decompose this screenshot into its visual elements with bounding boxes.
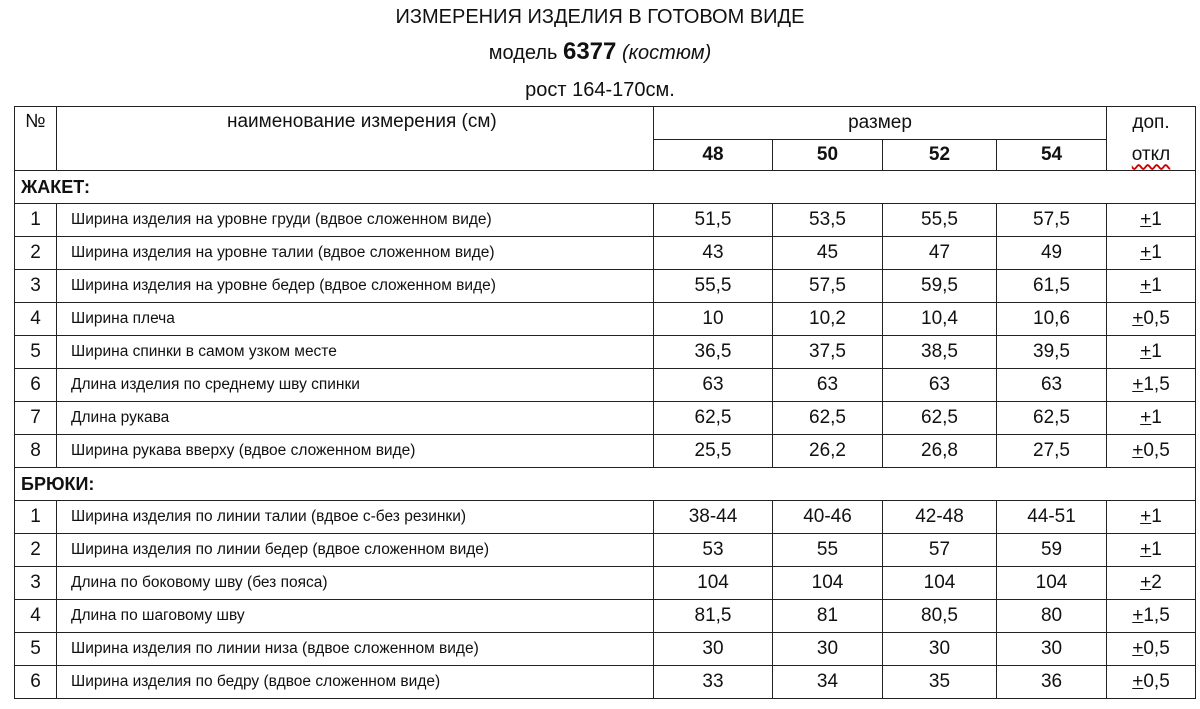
tolerance-cell [1107,237,1196,270]
measurement-value: 42-48 [883,501,997,534]
row-number: 6 [15,666,57,699]
measurement-value: 63 [883,369,997,402]
tolerance-value: 0,5 [1143,440,1170,461]
measurement-value: 47 [883,237,997,270]
measurement-value: 30 [997,633,1107,666]
tolerance-cell [1107,600,1196,633]
row-number: 2 [15,237,57,270]
col-size-header: размер [654,107,1107,140]
tolerance-value: 1 [1151,341,1162,362]
col-number-header: № [15,107,57,171]
model-note: (костюм) [621,42,712,64]
measurement-value: 34 [773,666,883,699]
measurement-value: 26,8 [883,435,997,468]
table-row [15,369,1196,402]
table-row [15,666,1196,699]
tolerance-value: 2 [1151,572,1162,593]
tolerance-sign: + [1132,638,1144,659]
table-row [15,303,1196,336]
row-number: 4 [15,303,57,336]
tolerance-sign: + [1132,374,1144,395]
measurement-value: 59,5 [883,270,997,303]
measurement-value: 62,5 [883,402,997,435]
table-row [15,402,1196,435]
measurement-name: Ширина изделия на уровне бедер (вдвое сложенном виде) [57,270,654,303]
tolerance-sign: + [1140,506,1152,527]
height-range: рост 164-170см. [525,79,675,101]
measurement-name: Длина рукава [57,402,654,435]
measurement-value: 49 [997,237,1107,270]
measurement-value: 45 [773,237,883,270]
tolerance-value: 1 [1151,275,1162,296]
measurement-value: 25,5 [654,435,773,468]
measurement-value: 36,5 [654,336,773,369]
measurement-value: 104 [654,567,773,600]
measurement-value: 10,6 [997,303,1107,336]
measurement-value: 81 [773,600,883,633]
size-header: 50 [773,140,883,171]
table-header-row [15,107,1196,140]
measurement-value: 38-44 [654,501,773,534]
section-title: БРЮКИ: [15,468,1196,501]
row-number: 2 [15,534,57,567]
row-number: 8 [15,435,57,468]
tolerance-cell [1107,336,1196,369]
tolerance-sign: + [1132,440,1144,461]
measurement-value: 61,5 [997,270,1107,303]
measurement-value: 59 [997,534,1107,567]
measurement-name: Ширина изделия на уровне талии (вдвое сложенном виде) [57,237,654,270]
table-row [15,633,1196,666]
tolerance-cell [1107,402,1196,435]
measurement-name: Ширина спинки в самом узком месте [57,336,654,369]
measurement-value: 27,5 [997,435,1107,468]
table-row [15,534,1196,567]
measurement-value: 43 [654,237,773,270]
document-title: ИЗМЕРЕНИЯ ИЗДЕЛИЯ В ГОТОВОМ ВИДЕ [395,6,805,28]
tolerance-sign: + [1140,242,1152,263]
tolerance-value: 0,5 [1143,638,1170,659]
measurement-value: 38,5 [883,336,997,369]
tolerance-value: 1 [1151,506,1162,527]
measurement-value: 36 [997,666,1107,699]
row-number: 1 [15,204,57,237]
measurement-value: 26,2 [773,435,883,468]
measurement-value: 44-51 [997,501,1107,534]
model-line [0,38,1200,66]
row-number: 5 [15,633,57,666]
measurement-value: 80 [997,600,1107,633]
row-number: 3 [15,270,57,303]
measurement-value: 30 [773,633,883,666]
measurement-value: 57,5 [997,204,1107,237]
tolerance-value: 0,5 [1143,308,1170,329]
section-header-row [15,468,1196,501]
row-number: 3 [15,567,57,600]
measurement-value: 63 [997,369,1107,402]
measurement-value: 104 [997,567,1107,600]
measurement-name: Ширина рукава вверху (вдвое сложенном виде) [57,435,654,468]
measurement-value: 10,2 [773,303,883,336]
measurement-value: 55,5 [883,204,997,237]
tolerance-cell [1107,666,1196,699]
tolerance-cell [1107,369,1196,402]
col-tolerance-header: доп. [1107,107,1196,140]
row-number: 4 [15,600,57,633]
tolerance-cell [1107,501,1196,534]
measurement-value: 51,5 [654,204,773,237]
measurement-value: 81,5 [654,600,773,633]
table-row [15,567,1196,600]
measurement-value: 40-46 [773,501,883,534]
tolerance-sign: + [1132,671,1144,692]
measurement-value: 57 [883,534,997,567]
table-row [15,435,1196,468]
measurement-name: Ширина изделия по линии бедер (вдвое сложенном виде) [57,534,654,567]
measurement-value: 62,5 [997,402,1107,435]
tolerance-sign: + [1140,209,1152,230]
tolerance-cell [1107,303,1196,336]
measurement-value: 35 [883,666,997,699]
table-row [15,237,1196,270]
size-header: 48 [654,140,773,171]
tolerance-cell [1107,633,1196,666]
tolerance-value: 1 [1151,209,1162,230]
measurement-value: 10,4 [883,303,997,336]
measurement-value: 55 [773,534,883,567]
tolerance-cell [1107,270,1196,303]
measurement-name: Ширина изделия на уровне груди (вдвое сложенном виде) [57,204,654,237]
measurement-value: 39,5 [997,336,1107,369]
tolerance-cell [1107,204,1196,237]
tolerance-cell [1107,435,1196,468]
tolerance-value: 1,5 [1143,605,1170,626]
tolerance-sign: + [1132,308,1144,329]
measurement-name: Ширина изделия по линии низа (вдвое сложенном виде) [57,633,654,666]
measurement-value: 53,5 [773,204,883,237]
tolerance-sign: + [1132,605,1144,626]
tolerance-sign: + [1140,275,1152,296]
measurement-value: 63 [654,369,773,402]
table-row [15,600,1196,633]
tolerance-value: 1,5 [1143,374,1170,395]
tolerance-value: 1 [1151,242,1162,263]
measurement-name: Ширина изделия по линии талии (вдвое с-без резинки) [57,501,654,534]
measurement-value: 80,5 [883,600,997,633]
tolerance-cell [1107,534,1196,567]
measurement-name: Ширина плеча [57,303,654,336]
measurement-value: 53 [654,534,773,567]
measurement-value: 104 [883,567,997,600]
table-row [15,270,1196,303]
row-number: 5 [15,336,57,369]
tolerance-cell [1107,567,1196,600]
measurement-value: 30 [654,633,773,666]
tolerance-value: 1 [1151,539,1162,560]
measurement-value: 10 [654,303,773,336]
measurement-value: 57,5 [773,270,883,303]
measurement-value: 55,5 [654,270,773,303]
measurement-name: Длина изделия по среднему шву спинки [57,369,654,402]
tolerance-value: 1 [1151,407,1162,428]
model-prefix: модель [488,42,558,64]
measurement-name: Длина по боковому шву (без пояса) [57,567,654,600]
measurement-name: Длина по шаговому шву [57,600,654,633]
tolerance-sign: + [1140,572,1152,593]
col-name-header: наименование измерения (см) [57,107,654,171]
measurement-name: Ширина изделия по бедру (вдвое сложенном виде) [57,666,654,699]
table-row [15,204,1196,237]
row-number: 6 [15,369,57,402]
tolerance-sign: + [1140,341,1152,362]
measurement-value: 104 [773,567,883,600]
row-number: 7 [15,402,57,435]
tolerance-value: 0,5 [1143,671,1170,692]
size-header: 52 [883,140,997,171]
measurement-value: 63 [773,369,883,402]
tolerance-sign: + [1140,407,1152,428]
measurement-value: 62,5 [654,402,773,435]
col-tolerance-header-2: откл [1107,140,1196,171]
section-title: ЖАКЕТ: [15,171,1196,204]
measurements-table [14,106,1196,699]
row-number: 1 [15,501,57,534]
table-row [15,501,1196,534]
measurement-value: 33 [654,666,773,699]
measurement-value: 62,5 [773,402,883,435]
section-header-row [15,171,1196,204]
measurement-value: 37,5 [773,336,883,369]
model-number: 6377 [562,38,617,65]
table-row [15,336,1196,369]
tolerance-sign: + [1140,539,1152,560]
measurement-value: 30 [883,633,997,666]
size-header: 54 [997,140,1107,171]
